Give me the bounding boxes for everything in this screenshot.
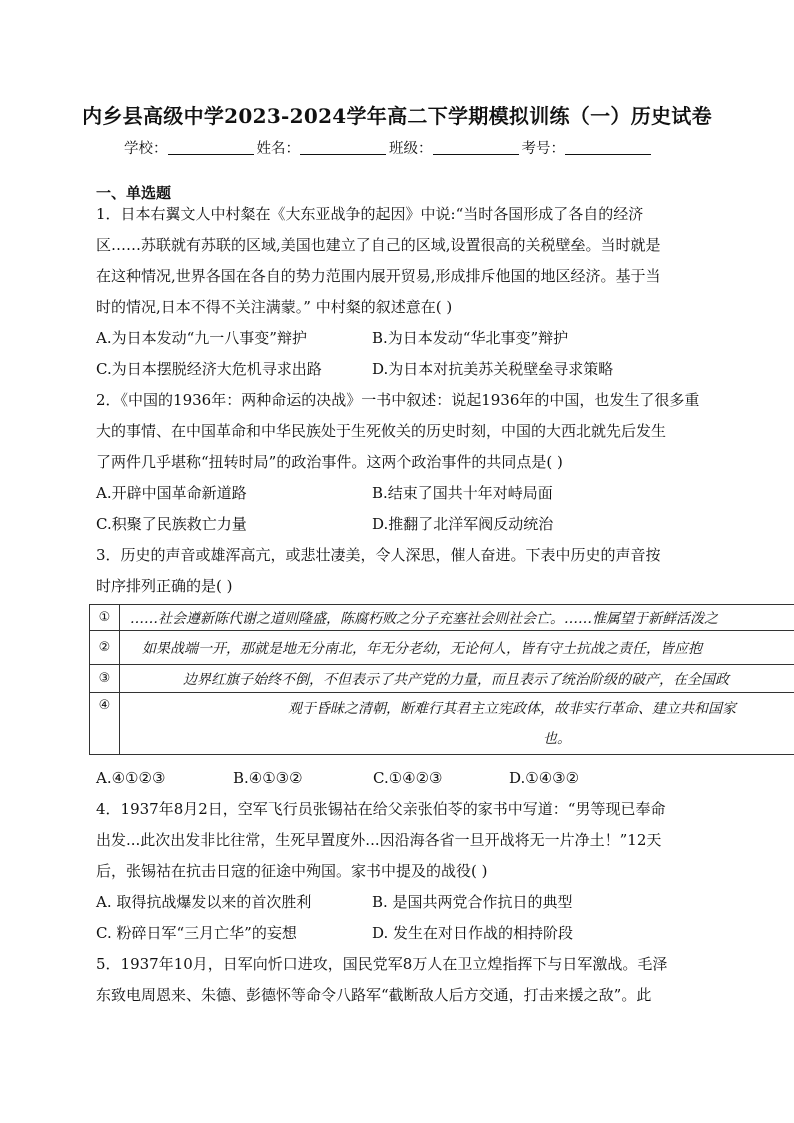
question-text-line: 区……苏联就有苏联的区域,美国也建立了自己的区域,设置很高的关税壁垒。当时就是 — [96, 236, 661, 254]
row-number: ① — [90, 605, 120, 631]
option-a[interactable]: A.④①②③ — [96, 769, 166, 787]
option-b[interactable]: B. 是国共两党合作抗日的典型 — [372, 893, 573, 911]
option-c[interactable]: C.为日本摆脱经济大危机寻求出路 — [96, 360, 322, 378]
option-c[interactable]: C.①④②③ — [373, 769, 443, 787]
option-b[interactable]: B.为日本发动“华北事变”辩护 — [372, 329, 569, 347]
section-heading: 一、单选题 — [96, 184, 172, 202]
option-b[interactable]: B.结束了国共十年对峙局面 — [372, 484, 553, 502]
quote-text: ……社会遵新陈代谢之道则隆盛，陈腐朽败之分子充塞社会则社会亡。……惟属望于新鲜活泼之 — [120, 605, 794, 631]
question-text-line: 大的事情、在中国革命和中华民族处于生死攸关的历史时刻，中国的大西北就先后发生 — [96, 422, 667, 440]
quote-text: 观于昏昧之清朝，断难行其君主立宪政体，故非实行革命、建立共和国家 — [288, 700, 736, 717]
question-text-line: 东致电周恩来、朱德、彭德怀等命令八路军“截断敌人后方交通，打击来援之敌”。此 — [96, 986, 652, 1004]
name-blank[interactable] — [300, 140, 386, 155]
question-text-line: 出发...此次出发非比往常，生死早置度外...因沿海各省一旦开战将无一片净土！”12天 — [96, 831, 662, 849]
question-text-line: 时序排列正确的是( ) — [96, 577, 233, 595]
question-text-line: 3．历史的声音或雄浑高亢，或悲壮凄美，令人深思，催人奋进。下表中历史的声音按 — [96, 546, 661, 564]
option-d[interactable]: D.①④③② — [509, 769, 580, 787]
option-d[interactable]: D.推翻了北洋军阀反动统治 — [372, 515, 554, 533]
question-1-stem — [96, 199, 700, 323]
option-a[interactable]: A.为日本发动“九一八事变”辩护 — [96, 329, 307, 347]
class-label: 班级： — [389, 141, 433, 157]
table-row — [90, 693, 794, 755]
option-c[interactable]: C.积聚了民族救亡力量 — [96, 515, 247, 533]
quote-text: 如果战端一开，那就是地无分南北，年无分老幼，无论何人，皆有守土抗战之责任，皆应抱 — [120, 631, 794, 665]
quote-text-cell — [120, 693, 794, 755]
exam-no-blank[interactable] — [565, 140, 651, 155]
question-text-line: 后，张锡祜在抗击日寇的征途中殉国。家书中提及的战役( ) — [96, 862, 488, 880]
option-a[interactable]: A. 取得抗战爆发以来的首次胜利 — [96, 893, 312, 911]
row-number: ③ — [90, 665, 120, 693]
option-b[interactable]: B.④①③② — [233, 769, 303, 787]
page-title: 内乡县高级中学2023-2024学年高二下学期模拟训练（一）历史试卷 — [82, 104, 712, 128]
question-text-line: 5．1937年10月，日军向忻口进攻，国民党军8万人在卫立煌指挥下与日军激战。毛泽 — [96, 955, 668, 973]
table-row — [90, 605, 794, 631]
option-d[interactable]: D.为日本对抗美苏关税壁垒寻求策略 — [372, 360, 614, 378]
question-4-stem — [96, 794, 700, 887]
row-number: ④ — [90, 693, 120, 755]
option-a[interactable]: A.开辟中国革命新道路 — [96, 484, 247, 502]
option-c[interactable]: C. 粉碎日军“三月亡华”的妄想 — [96, 924, 297, 942]
question-text-line: 时的情况,日本不得不关注满蒙。” 中村粲的叙述意在( ) — [96, 298, 453, 316]
quote-text: 边界红旗子始终不倒，不但表示了共产党的力量，而且表示了统治阶级的破产，在全国政 — [120, 665, 794, 693]
name-label: 姓名： — [256, 141, 300, 157]
school-blank[interactable] — [168, 140, 254, 155]
question-5-stem — [96, 949, 700, 1011]
quotes-table — [89, 604, 794, 755]
class-blank[interactable] — [433, 140, 519, 155]
question-text-line: 2．《中国的1936年：两种命运的决战》一书中叙述：说起1936年的中国，也发生了很多重 — [96, 391, 700, 409]
quote-text-continued: 也。 — [543, 730, 571, 747]
question-2-stem — [96, 385, 700, 478]
question-3-stem — [96, 540, 700, 602]
question-3-options — [96, 763, 696, 794]
table-row — [90, 631, 794, 665]
school-label: 学校： — [124, 141, 168, 157]
student-info-line — [124, 137, 654, 158]
row-number: ② — [90, 631, 120, 665]
question-text-line: 1．日本右翼文人中村粲在《大东亚战争的起因》中说:“当时各国形成了各自的经济 — [96, 205, 644, 223]
question-text-line: 4．1937年8月2日，空军飞行员张锡祜在给父亲张伯苓的家书中写道：“男等现已奉命 — [96, 800, 666, 818]
question-text-line: 在这种情况,世界各国在各自的势力范围内展开贸易,形成排斥他国的地区经济。基于当 — [96, 267, 661, 285]
option-d[interactable]: D. 发生在对日作战的相持阶段 — [372, 924, 574, 942]
table-row — [90, 665, 794, 693]
question-text-line: 了两件几乎堪称“扭转时局”的政治事件。这两个政治事件的共同点是( ) — [96, 453, 563, 471]
exam-no-label: 考号： — [521, 141, 565, 157]
